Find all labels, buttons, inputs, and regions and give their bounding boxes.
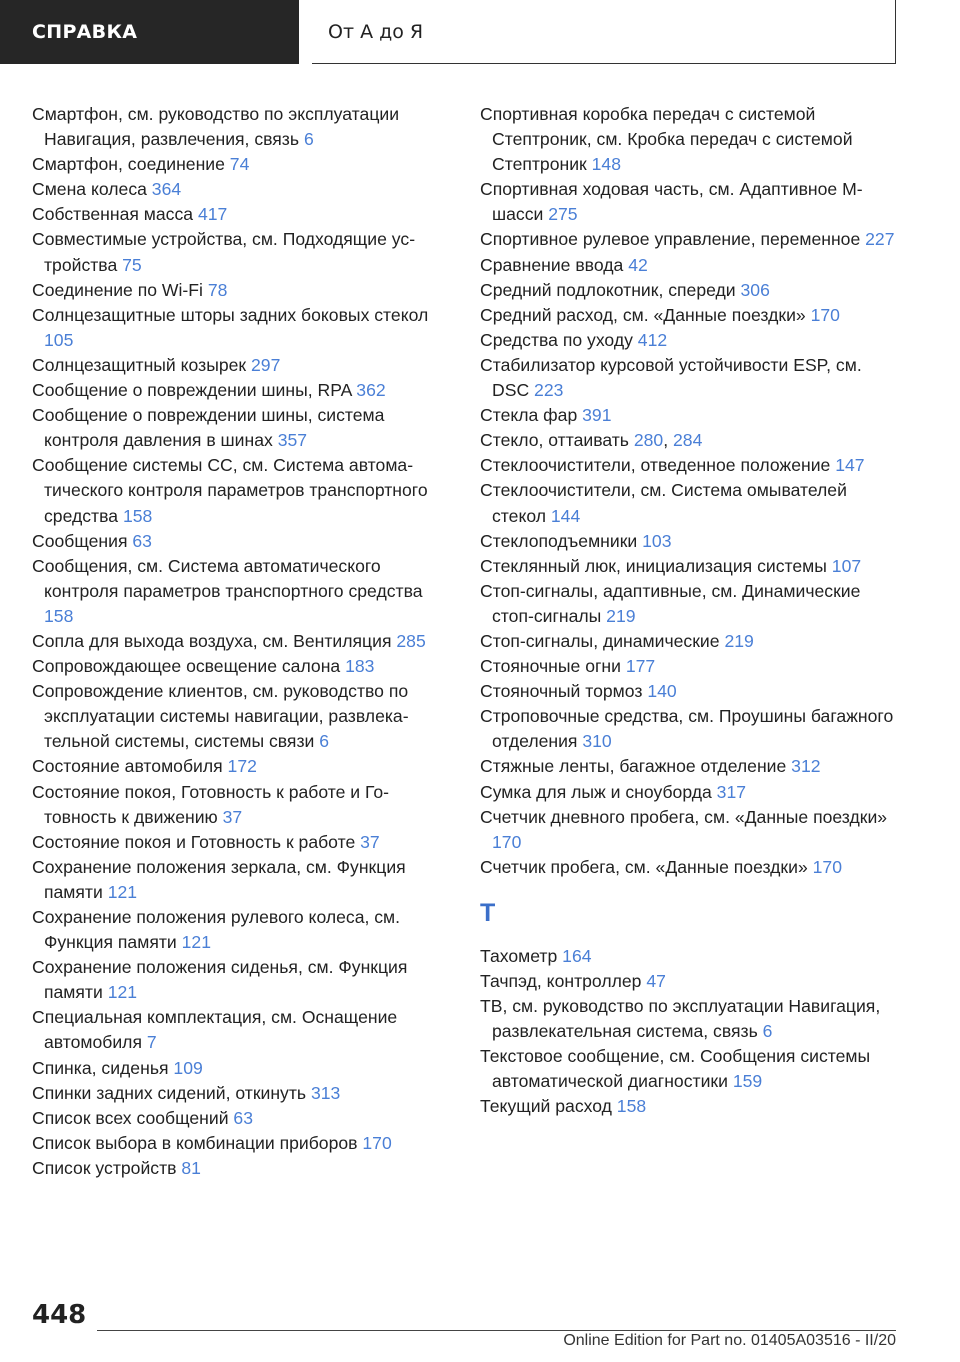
index-entry-text: Стояночные огни <box>480 656 626 677</box>
index-entry-text: Солнцезащитный козырек <box>32 354 252 375</box>
index-entry <box>32 1005 444 1055</box>
index-entry-text: Сообщение системы CC, см. Система автоматического контроля параметров транспортного средства <box>32 455 428 526</box>
index-entry-text: Спортивная ходовая часть, см. Адаптивное M-шасси <box>480 179 863 225</box>
index-entry <box>32 679 444 754</box>
index-letter-heading: Т <box>480 898 496 927</box>
index-entry <box>480 704 900 754</box>
index-entry-text: Сохранение положения зеркала, см. Функция памяти <box>32 856 406 902</box>
index-entry <box>480 944 900 969</box>
index-entry-text: Сообщение о повреждении шины, система контроля давления в шинах <box>32 405 385 451</box>
index-entry-text: Сумка для лыж и сноуборда <box>480 781 717 802</box>
page-link[interactable]: 121 <box>107 982 138 1003</box>
index-entry-text: Спортивная коробка передач с системой Стептроник, см. Кробка передач с системой Стептроник <box>480 104 853 175</box>
index-entry <box>480 102 900 177</box>
page-link[interactable]: 75 <box>122 254 142 275</box>
index-entry <box>32 830 444 855</box>
index-entry-text: Стекло, оттаивать <box>480 430 634 451</box>
index-entry-text: Сохранение положения рулевого колеса, см. Функция памяти <box>32 907 401 953</box>
index-entry <box>480 328 900 353</box>
index-entry-text: Соединение по Wi‑Fi <box>32 279 208 300</box>
index-entry <box>32 303 444 353</box>
index-entry <box>480 453 900 478</box>
page-link[interactable]: 6 <box>319 731 330 752</box>
index-entry-text: Текстовое сообщение, см. Сообщения системы автоматической диагностики <box>480 1046 871 1092</box>
index-entry <box>32 1131 444 1156</box>
index-entry <box>480 805 900 855</box>
index-entry-text: Стеклянный люк, инициализация системы <box>480 555 832 576</box>
index-entry <box>32 102 444 152</box>
page-link[interactable]: 284 <box>673 430 703 451</box>
subsection-header <box>312 0 896 64</box>
index-entry-text: Текущий расход <box>480 1096 617 1117</box>
page-link[interactable]: 417 <box>197 204 228 225</box>
index-entry <box>32 278 444 303</box>
page-link[interactable]: 6 <box>762 1021 773 1042</box>
page-link[interactable]: 306 <box>740 279 770 300</box>
index-entry-text: Спинки задних сидений, откинуть <box>32 1082 311 1103</box>
index-entry-text: Список всех сообщений <box>32 1107 234 1128</box>
index-entry-text: Средний подлокотник, спереди <box>480 279 741 300</box>
page-link[interactable]: 144 <box>550 505 581 526</box>
index-entry <box>32 1056 444 1081</box>
index-entry-text: Средства по уходу <box>480 329 638 350</box>
index-entry <box>32 855 444 905</box>
index-entry-text: Состояние покоя, Готовность к работе и Готовность к движению <box>32 781 389 827</box>
index-entry-text: Солнцезащитные шторы задних боковых стекол <box>32 304 429 325</box>
page-link[interactable]: 223 <box>534 380 564 401</box>
page-link[interactable]: 310 <box>582 731 612 752</box>
index-column-left <box>32 102 444 1181</box>
index-entry <box>480 629 900 654</box>
index-entry-text: Собственная масса <box>32 204 198 225</box>
index-entry <box>480 303 900 328</box>
index-entry-text: Тахометр <box>480 945 563 966</box>
page-link[interactable]: 391 <box>582 405 612 426</box>
index-entry-text: Сопровождающее освещение салона <box>32 656 346 677</box>
index-entry-text: Смартфон, соединение <box>32 154 230 175</box>
index-entry-text: Средний расход, см. «Данные поездки» <box>480 304 811 325</box>
page-link[interactable]: 170 <box>812 856 842 877</box>
index-entry <box>480 227 900 252</box>
index-entry-text: Сравнение ввода <box>480 254 629 275</box>
index-entry <box>480 579 900 629</box>
page-link[interactable]: 227 <box>865 229 895 250</box>
index-entry-text: Сообщения <box>32 530 133 551</box>
index-entry-text: Стеклоочистители, отведенное положение <box>480 455 836 476</box>
index-entry <box>480 177 900 227</box>
page-link[interactable]: 158 <box>122 505 153 526</box>
page-link[interactable]: 37 <box>360 831 380 852</box>
index-entry <box>480 679 900 704</box>
index-entry <box>480 353 900 403</box>
index-entry <box>480 554 900 579</box>
page-link[interactable]: 107 <box>831 555 862 576</box>
page-link[interactable]: 109 <box>173 1057 203 1078</box>
edition-text: Online Edition for Part no. 01405A03516 - II/20 <box>563 1332 896 1349</box>
page-link[interactable]: 6 <box>303 129 314 150</box>
index-entry <box>32 529 444 554</box>
index-entry <box>480 754 900 779</box>
page-link[interactable]: 74 <box>229 154 250 175</box>
page-link[interactable]: 170 <box>492 831 522 852</box>
index-entry-text: Смартфон, см. руководство по эксплуатации Навигация, развлечения, связь <box>32 104 400 150</box>
page-link[interactable]: 105 <box>44 329 74 350</box>
page-link[interactable]: 313 <box>310 1082 341 1103</box>
index-entry <box>32 780 444 830</box>
index-entry <box>32 554 444 629</box>
page-link[interactable]: 147 <box>835 455 865 476</box>
page-link[interactable]: 140 <box>647 681 677 702</box>
index-entry <box>480 780 900 805</box>
page-link[interactable]: 183 <box>345 656 375 677</box>
index-entry <box>32 177 444 202</box>
page-link[interactable]: 297 <box>251 354 281 375</box>
index-entry-text: Стекла фар <box>480 405 583 426</box>
index-entry-text: Смена колеса <box>32 179 152 200</box>
index-entry-text: ТВ, см. руководство по эксплуатации Навигация, развлекательная система, связь <box>480 996 881 1042</box>
page-link[interactable]: 312 <box>791 756 821 777</box>
index-entry <box>32 378 444 403</box>
index-column-right <box>480 102 900 1120</box>
index-entry-text: Стоп-сигналы, динамические <box>480 630 725 651</box>
index-entry <box>480 1094 900 1119</box>
index-entry <box>32 1156 444 1181</box>
footer-divider <box>97 1330 896 1331</box>
page-link[interactable]: 362 <box>356 380 386 401</box>
page-link[interactable]: 148 <box>591 154 621 175</box>
page-link[interactable]: 164 <box>562 945 592 966</box>
page-link[interactable]: 280 <box>633 430 664 451</box>
index-entry-text: Стеклоподъемники <box>480 530 643 551</box>
index-entry-text: Список выбора в комбинации приборов <box>32 1132 363 1153</box>
index-entry <box>32 629 444 654</box>
page-link[interactable]: 364 <box>151 179 182 200</box>
index-entry <box>480 253 900 278</box>
page-number: 448 <box>32 1300 87 1330</box>
index-entry <box>480 1044 900 1094</box>
page-link[interactable]: 158 <box>44 605 74 626</box>
page-link[interactable]: 121 <box>181 932 211 953</box>
index-entry-text: Сообщения, см. Система автоматического контроля параметров транспортного средства <box>32 555 423 601</box>
index-entry-text: Строповочные средства, см. Проушины багажного отделения <box>480 706 894 752</box>
index-entry-text: Спортивное рулевое управление, переменное <box>480 229 866 250</box>
index-entry-text: Состояние автомобиля <box>32 756 228 777</box>
index-entry <box>480 994 900 1044</box>
index-entry-text: Совместимые устройства, см. Подходящие устройства <box>32 229 416 275</box>
index-entry <box>480 403 900 428</box>
index-entry <box>32 227 444 277</box>
page-link[interactable]: 170 <box>362 1132 392 1153</box>
page-link[interactable]: 357 <box>277 430 308 451</box>
index-entry <box>32 403 444 453</box>
index-entry: Стекло, оттаивать 280, 284 <box>480 430 703 451</box>
index-entry <box>32 152 444 177</box>
index-entry <box>480 654 900 679</box>
page-link[interactable]: 42 <box>628 254 648 275</box>
section-tab <box>0 0 299 64</box>
page-link[interactable]: 159 <box>732 1071 763 1092</box>
index-entry-text: Специальная комплектация, см. Оснащение автомобиля <box>32 1007 398 1053</box>
index-entry <box>32 202 444 227</box>
index-entry-text: Сопла для выхода воздуха, см. Вентиляция <box>32 630 397 651</box>
page-link[interactable]: 317 <box>716 781 747 802</box>
index-entry-text: Стоп-сигналы, адаптивные, см. Динамические стоп-сигналы <box>480 580 861 626</box>
index-entry <box>480 855 900 880</box>
page-link[interactable]: 78 <box>207 279 228 300</box>
index-entry-text: Стеклоочистители, см. Система омывателей стекол <box>480 480 847 526</box>
index-entry <box>32 905 444 955</box>
index-entry <box>32 353 444 378</box>
index-entry-text: Список устройств <box>32 1157 182 1178</box>
index-entry-text: Сохранение положения сиденья, см. Функция памяти <box>32 957 408 1003</box>
page-link[interactable]: 170 <box>810 304 840 325</box>
index-entry-text: Стяжные ленты, багажное отделение <box>480 756 792 777</box>
page-link[interactable]: 81 <box>181 1157 201 1178</box>
index-entry <box>32 1081 444 1106</box>
index-entry <box>32 955 444 1005</box>
index-entry <box>32 1106 444 1131</box>
page-link[interactable]: 63 <box>233 1107 253 1128</box>
index-entry-text: Счетчик дневного пробега, см. «Данные поездки» <box>480 806 888 827</box>
index-entry-text: Счетчик пробега, см. «Данные поездки» <box>480 856 813 877</box>
index-entry <box>480 478 900 528</box>
page-link[interactable]: 285 <box>396 630 426 651</box>
index-entry-text: Стояночный тормоз <box>480 681 648 702</box>
index-entry-text: Сопровождение клиентов, см. руководство по эксплуатации системы навигации, развлекательной системы, системы связи <box>32 681 409 752</box>
section-title: СПРАВКА <box>32 21 138 43</box>
page-link[interactable]: 158 <box>616 1096 647 1117</box>
page-link[interactable]: 412 <box>637 329 668 350</box>
index-entry <box>480 278 900 303</box>
index-entry <box>32 654 444 679</box>
page-link[interactable]: 63 <box>132 530 152 551</box>
index-entry-text: Состояние покоя и Готовность к работе <box>32 831 361 852</box>
subsection-title: От А до Я <box>328 20 424 43</box>
index-entry <box>32 754 444 779</box>
index-entry-text: Сообщение о повреждении шины, RPA <box>32 380 357 401</box>
index-entry <box>480 969 900 994</box>
index-entry-text: Спинка, сиденья <box>32 1057 174 1078</box>
page-link[interactable]: 177 <box>625 656 656 677</box>
index-entry-text: Стабилизатор курсовой устойчивости ESP, см. DSC <box>480 354 862 401</box>
page-link[interactable]: 47 <box>646 971 666 991</box>
page-link[interactable]: 103 <box>642 530 672 551</box>
page-link[interactable]: 275 <box>548 204 578 225</box>
index-entry-text: Тачпэд, контроллер <box>480 971 647 991</box>
index-entry <box>480 529 900 554</box>
page-link[interactable]: 172 <box>227 756 257 777</box>
index-entry <box>32 453 444 528</box>
page-link[interactable]: 219 <box>724 630 754 651</box>
page-link[interactable]: 219 <box>606 605 636 626</box>
page-link[interactable]: 7 <box>146 1032 157 1053</box>
page-link[interactable]: 121 <box>107 881 138 902</box>
page-link[interactable]: 37 <box>222 806 243 827</box>
